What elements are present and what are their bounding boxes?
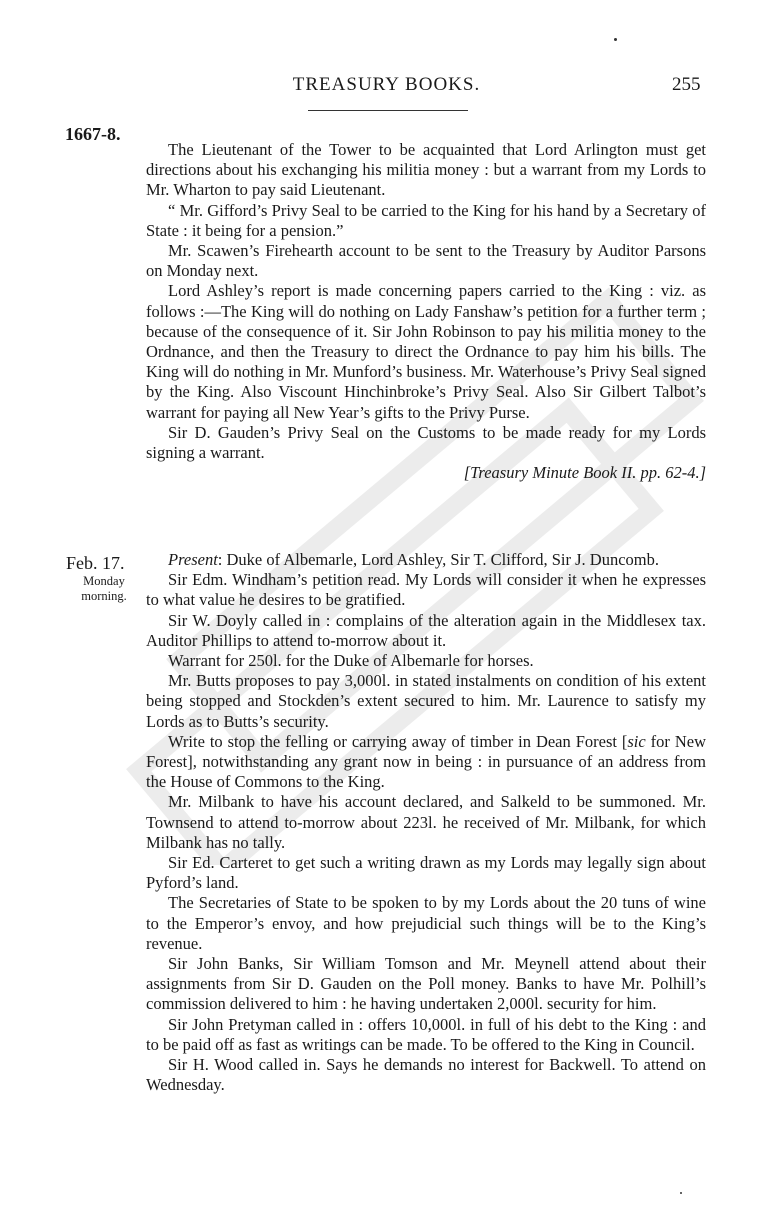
- entry-section-1: [146, 140, 706, 483]
- margin-time-note: Monday morning.: [81, 574, 127, 603]
- source-citation: [Treasury Minute Book II. pp. 62-4.]: [463, 463, 706, 483]
- scan-speck: [680, 1192, 682, 1194]
- running-head: TREASURY BOOKS.: [292, 74, 481, 95]
- present-line: [146, 550, 706, 570]
- page-number: 255: [672, 74, 701, 95]
- present-text: : Duke of Albemarle, Lord Ashley, Sir T. Clifford, Sir J. Duncomb.: [217, 550, 659, 569]
- paragraph: Sir Ed. Carteret to get such a writing drawn as my Lords may legally sign about Pyford’s land.: [146, 853, 706, 893]
- margin-date: Feb. 17.: [66, 553, 125, 573]
- paragraph: Sir H. Wood called in. Says he demands no interest for Backwell. To attend on Wednesday.: [146, 1055, 706, 1095]
- paragraph: Mr. Scawen’s Firehearth account to be sent to the Treasury by Auditor Parsons on Monday next.: [146, 241, 706, 281]
- paragraph: Sir D. Gauden’s Privy Seal on the Customs to be made ready for my Lords signing a warrant.: [146, 422, 706, 463]
- paragraph: Sir John Pretyman called in : offers 10,000l. in full of his debt to the King : and to be paid off as fast as writings can be made. To be offered to the King in Council.: [146, 1014, 706, 1054]
- margin-year: 1667-8.: [65, 124, 121, 144]
- present-label: Present: [168, 550, 218, 569]
- scan-speck: [614, 38, 617, 41]
- entry-section-2: [146, 550, 706, 1095]
- paragraph: “ Mr. Gifford’s Privy Seal to be carried to the King for his hand by a Secretary of State : it being for a pension.”: [146, 200, 706, 240]
- paragraph: Warrant for 250l. for the Duke of Albemarle for horses.: [168, 651, 534, 671]
- paragraph: Lord Ashley’s report is made concerning papers carried to the King : viz. as follows :—The King will do nothing on Lady Fanshaw’s petition for a further term ; because of the consequence of it. Sir John Robinson to pay his militia money to the Ordnance, and then the Treasury to direct the Ordnance to pay him his bills. The King will do nothing in Mr. Munford’s business. Mr. Waterhouse’s Privy Seal signed by the King. Also Viscount Hinchinbroke’s Privy Seal. Also Sir Gilbert Talbot’s warrant for paying all New Year’s gifts to the Privy Purse.: [146, 281, 706, 422]
- paragraph: Sir John Banks, Sir William Tomson and Mr. Meynell attend about their assignments from Sir D. Gauden on the Poll money. Banks to have Mr. Polhill’s commission delivered to him : he having undertaken 2,000l. security for him.: [146, 954, 706, 1014]
- paragraph: Mr. Milbank to have his account declared, and Salkeld to be summoned. Mr. Townsend to attend to-morrow about 223l. he received of Mr. Milbank, for which Milbank has no tally.: [146, 792, 706, 852]
- paragraph: The Lieutenant of the Tower to be acquainted that Lord Arlington must get directions about his exchanging his militia money : but a warrant from my Lords to Mr. Wharton to pay said Lieutenant.: [146, 140, 706, 200]
- paragraph: Sir Edm. Windham’s petition read. My Lords will consider it when he expresses to what value he desires to be gratified.: [146, 570, 706, 610]
- paragraph: The Secretaries of State to be spoken to by my Lords about the 20 tuns of wine to the Emperor’s envoy, and how prejudicial such things will be to the King’s revenue.: [146, 893, 706, 953]
- header-rule: [308, 110, 468, 111]
- paragraph: Mr. Butts proposes to pay 3,000l. in stated instalments on condition of his extent being stopped and Stockden’s extent secured to him. Mr. Laurence to satisfy my Lords as to Butts’s security.: [146, 671, 706, 731]
- paragraph: Sir W. Doyly called in : complains of the alteration again in the Middlesex tax. Auditor Phillips to attend to-morrow about it.: [146, 610, 706, 650]
- paragraph: Write to stop the felling or carrying away of timber in Dean Forest [sic for New Forest], notwithstanding any grant now in being : in pursuance of an address from the House of Commons to the King.: [146, 731, 707, 792]
